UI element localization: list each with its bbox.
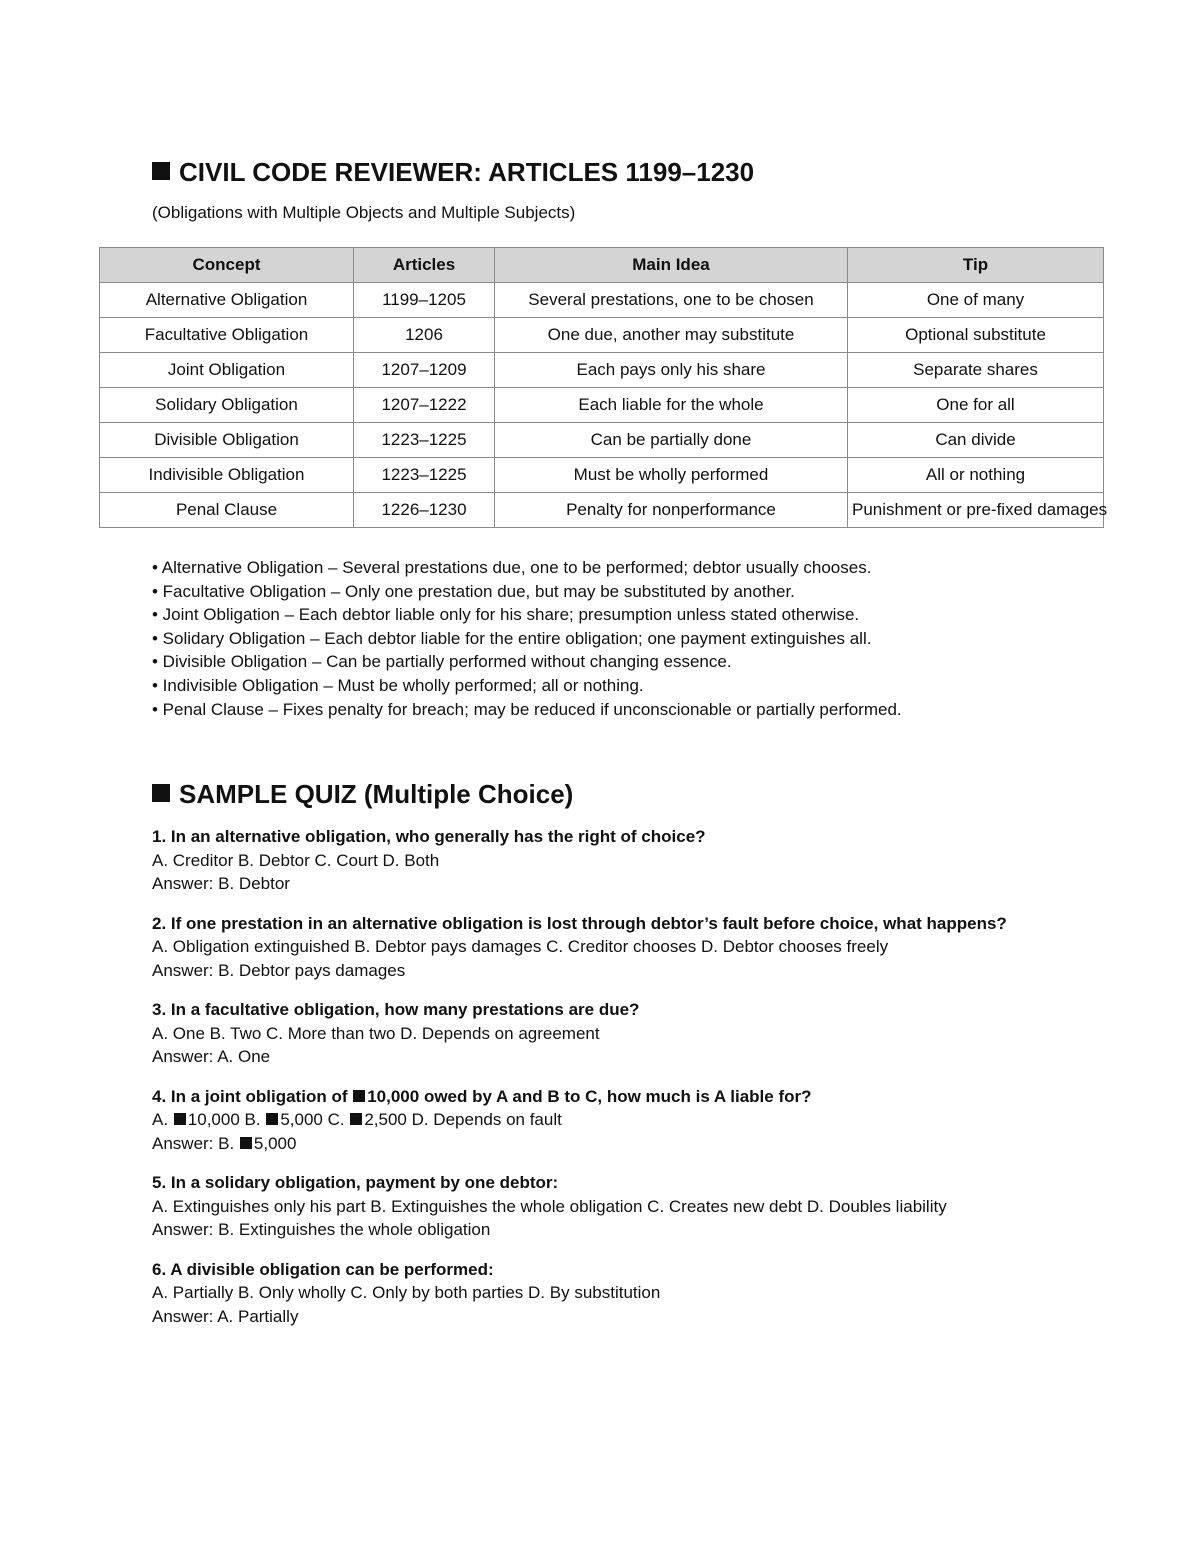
list-item: • Divisible Obligation – Can be partially performed without changing essence. (152, 652, 732, 672)
choice-text-part: A. (152, 1110, 173, 1129)
answer-text-part: Answer: B. (152, 1133, 239, 1153)
question-answer (152, 1132, 1052, 1156)
cell-main-idea: Each pays only his share (495, 353, 848, 388)
cell-main-idea: Several prestations, one to be chosen (495, 283, 848, 318)
quiz-question (152, 825, 1052, 896)
question-choices: A. One B. Two C. More than two D. Depends on agreement (152, 1023, 600, 1043)
cell-articles: 1206 (354, 318, 495, 353)
cell-main-idea: Penalty for nonperformance (495, 493, 848, 528)
table-row (100, 493, 1104, 528)
cell-tip: One for all (848, 388, 1104, 423)
quiz-question (152, 998, 1052, 1069)
cell-articles: 1207–1222 (354, 388, 495, 423)
cell-articles: 1223–1225 (354, 458, 495, 493)
black-square-bullet-icon (152, 784, 170, 802)
question-choices: A. Obligation extinguished B. Debtor pays damages C. Creditor chooses D. Debtor chooses freely (152, 937, 889, 956)
question-text-part: 4. In a joint obligation of (152, 1086, 353, 1106)
currency-square-icon (350, 1113, 362, 1125)
cell-concept: Penal Clause (100, 493, 354, 528)
column-header-tip: Tip (848, 248, 1104, 283)
currency-square-icon (240, 1137, 252, 1149)
question-choices (152, 1108, 1052, 1132)
cell-main-idea: Must be wholly performed (495, 458, 848, 493)
answer-text-part: 5,000 (253, 1133, 297, 1153)
cell-articles: 1199–1205 (354, 283, 495, 318)
list-item: • Joint Obligation – Each debtor liable only for his share; presumption unless stated otherwise. (152, 605, 860, 625)
cell-tip: One of many (848, 283, 1104, 318)
cell-concept: Divisible Obligation (100, 423, 354, 458)
definitions-list (152, 556, 902, 721)
reviewer-heading (152, 157, 754, 188)
cell-concept: Alternative Obligation (100, 283, 354, 318)
question-text-part: 10,000 owed by A and B to C, how much is A liable for? (367, 1086, 812, 1106)
quiz-question (152, 1085, 1052, 1156)
choice-text-part: 2,500 D. Depends on fault (364, 1110, 562, 1129)
cell-tip: Optional substitute (848, 318, 1104, 353)
choice-text-part: 5,000 C. (280, 1110, 350, 1129)
cell-articles: 1207–1209 (354, 353, 495, 388)
reviewer-title: CIVIL CODE REVIEWER: ARTICLES 1199–1230 (179, 157, 755, 187)
cell-concept: Indivisible Obligation (100, 458, 354, 493)
cell-tip: Can divide (848, 423, 1104, 458)
black-square-bullet-icon (152, 162, 170, 180)
cell-tip: All or nothing (848, 458, 1104, 493)
list-item: • Facultative Obligation – Only one prestation due, but may be substituted by another. (152, 581, 795, 601)
question-text: 1. In an alternative obligation, who generally has the right of choice? (152, 827, 706, 846)
question-choices: A. Extinguishes only his part B. Extinguishes the whole obligation C. Creates new debt D. Doubles liability (152, 1196, 947, 1216)
quiz-questions (152, 825, 1052, 1344)
question-answer: Answer: A. Partially (152, 1306, 299, 1326)
cell-articles: 1223–1225 (354, 423, 495, 458)
question-answer: Answer: B. Extinguishes the whole obligation (152, 1220, 491, 1239)
column-header-main-idea: Main Idea (495, 248, 848, 283)
currency-square-icon (174, 1113, 186, 1125)
choice-text-part: 10,000 B. (187, 1110, 266, 1129)
cell-tip: Punishment or pre-fixed damages (848, 493, 1104, 528)
table-row (100, 388, 1104, 423)
table-row (100, 458, 1104, 493)
quiz-question (152, 1258, 1052, 1329)
column-header-articles: Articles (354, 248, 495, 283)
cell-concept: Facultative Obligation (100, 318, 354, 353)
list-item: • Indivisible Obligation – Must be wholly performed; all or nothing. (152, 675, 644, 695)
question-answer: Answer: A. One (152, 1047, 271, 1066)
quiz-question (152, 1171, 1052, 1242)
table-row (100, 318, 1104, 353)
table-header-row (100, 248, 1104, 283)
cell-tip: Separate shares (848, 353, 1104, 388)
question-text: 6. A divisible obligation can be performed: (152, 1259, 494, 1279)
quiz-heading (152, 779, 573, 810)
reviewer-subtitle: (Obligations with Multiple Objects and Multiple Subjects) (152, 203, 576, 222)
question-text: 3. In a facultative obligation, how many prestations are due? (152, 1000, 640, 1019)
question-text (152, 1085, 1052, 1109)
list-item: • Alternative Obligation – Several prestations due, one to be performed; debtor usually chooses. (152, 558, 872, 577)
currency-square-icon (266, 1113, 278, 1125)
cell-concept: Joint Obligation (100, 353, 354, 388)
list-item: • Penal Clause – Fixes penalty for breach; may be reduced if unconscionable or partially performed. (152, 699, 902, 719)
question-text: 2. If one prestation in an alternative obligation is lost through debtor’s fault before choice, what happens? (152, 913, 1007, 933)
quiz-title: SAMPLE QUIZ (Multiple Choice) (179, 779, 574, 809)
cell-main-idea: One due, another may substitute (495, 318, 848, 353)
obligations-summary-table (99, 247, 1108, 528)
table-row (100, 353, 1104, 388)
quiz-question (152, 912, 1052, 983)
table-row (100, 283, 1104, 318)
table-row (100, 423, 1104, 458)
question-answer: Answer: B. Debtor pays damages (152, 960, 406, 980)
cell-concept: Solidary Obligation (100, 388, 354, 423)
cell-articles: 1226–1230 (354, 493, 495, 528)
cell-main-idea: Can be partially done (495, 423, 848, 458)
currency-square-icon (353, 1090, 365, 1102)
list-item: • Solidary Obligation – Each debtor liable for the entire obligation; one payment extinguishes all. (152, 628, 872, 648)
question-text: 5. In a solidary obligation, payment by one debtor: (152, 1173, 559, 1192)
question-answer: Answer: B. Debtor (152, 874, 290, 893)
cell-main-idea: Each liable for the whole (495, 388, 848, 423)
question-choices: A. Partially B. Only wholly C. Only by both parties D. By substitution (152, 1283, 661, 1302)
column-header-concept: Concept (100, 248, 354, 283)
question-choices: A. Creditor B. Debtor C. Court D. Both (152, 850, 440, 870)
